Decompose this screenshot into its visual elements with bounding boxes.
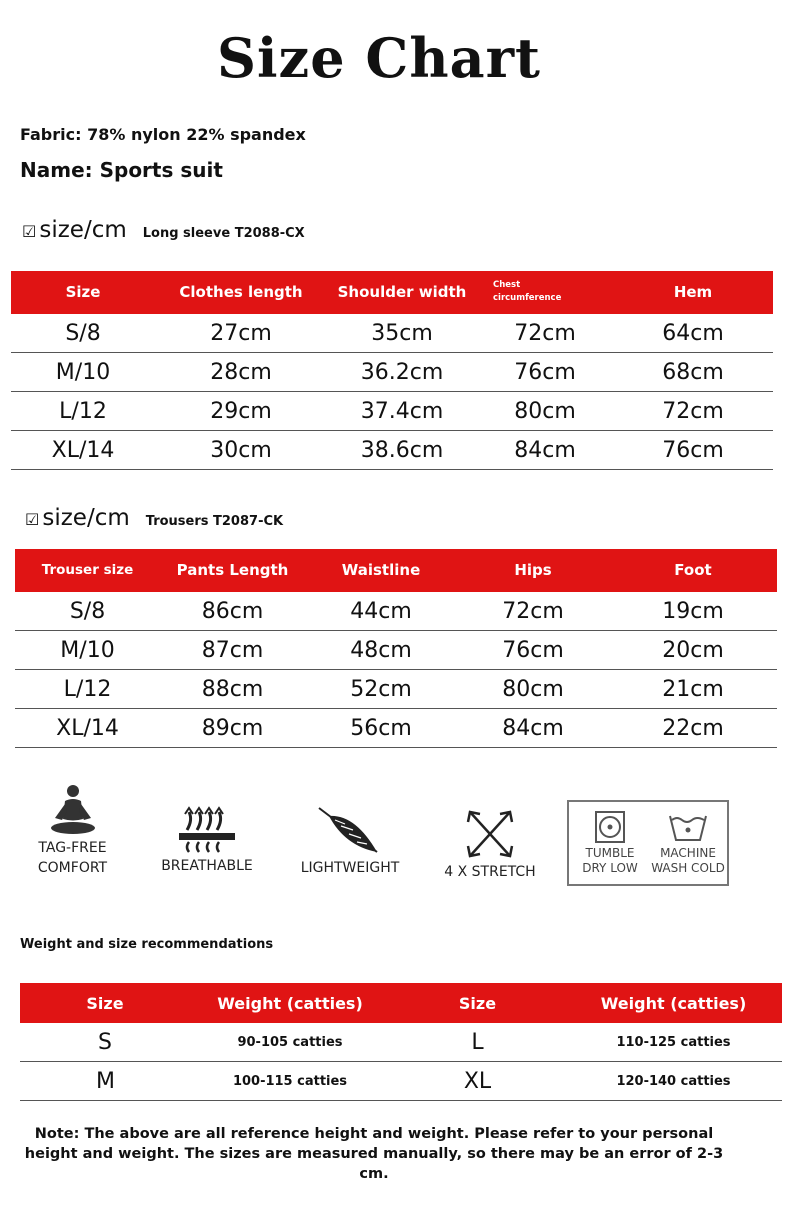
table-cell: 87cm [160,631,305,670]
tag-free-feature [20,782,125,878]
column-header: Hem [613,271,773,314]
table-row [11,314,773,353]
table-cell: S/8 [11,314,155,353]
column-header: Trouser size [15,549,160,592]
column-header: Size [390,983,565,1023]
table-cell: 64cm [613,314,773,353]
stretch-feature [430,806,550,882]
top-section-header [22,217,305,243]
table-header-row [20,983,782,1023]
table-cell: 80cm [457,670,609,709]
column-header: Waistline [305,549,457,592]
feature-label: COMFORT [37,860,108,876]
table-cell: XL/14 [15,709,160,748]
table-cell: 56cm [305,709,457,748]
column-header: Weight (catties) [190,983,390,1023]
table-cell: 84cm [457,709,609,748]
table-row [15,670,777,709]
column-header: Size [11,271,155,314]
table-cell: 76cm [457,631,609,670]
table-cell: 38.6cm [327,431,477,470]
table-cell: 72cm [477,314,613,353]
model-label: Trousers T2087-CK [145,514,284,529]
table-row [11,353,773,392]
table-cell: 36.2cm [327,353,477,392]
table-cell: 21cm [609,670,777,709]
machine-wash-icon [668,810,708,844]
column-header: Foot [609,549,777,592]
table-cell: 19cm [609,592,777,631]
trouser-section-header [25,505,283,531]
column-header: Pants Length [160,549,305,592]
table-cell: 72cm [613,392,773,431]
table-row [15,631,777,670]
breathable-icon [175,806,239,856]
table-cell: XL [390,1062,565,1101]
table-cell: L [390,1023,565,1062]
table-row [20,1023,782,1062]
table-cell: 28cm [155,353,327,392]
table-cell: 29cm [155,392,327,431]
check-icon: ☑ [25,510,40,529]
table-cell: 20cm [609,631,777,670]
fabric-info: Fabric: 78% nylon 22% spandex [20,125,306,144]
stretch-arrows-icon [460,806,520,862]
lightweight-feature [290,806,410,878]
feather-icon [315,806,385,858]
care-label: MACHINE [660,846,716,860]
care-label: WASH COLD [651,861,725,875]
table-cell: 110-125 catties [565,1023,782,1062]
table-row [15,709,777,748]
table-cell: 27cm [155,314,327,353]
model-label: Long sleeve T2088-CX [142,226,305,241]
feature-label: TAG-FREE [38,840,107,856]
table-cell: 22cm [609,709,777,748]
table-cell: S/8 [15,592,160,631]
check-icon: ☑ [22,222,37,241]
table-cell: 37.4cm [327,392,477,431]
tumble-dry-feature [571,810,649,876]
column-header: Size [20,983,190,1023]
table-cell: 88cm [160,670,305,709]
tumble-dry-icon [594,810,626,844]
feature-label: 4 X STRETCH [444,864,536,880]
page-title: Size Chart [217,26,541,90]
care-instructions [567,800,729,886]
table-cell: 52cm [305,670,457,709]
footnote: Note: The above are all reference height and weight. Please refer to your personal height and weight. The sizes are measured manually, so there may be an error of 2-3 cm. [24,1126,724,1182]
table-cell: M/10 [11,353,155,392]
table-cell: 44cm [305,592,457,631]
table-cell: L/12 [15,670,160,709]
meditation-icon [48,782,98,838]
table-row [15,592,777,631]
care-label: DRY LOW [582,861,638,875]
table-cell: 72cm [457,592,609,631]
table-cell: M/10 [15,631,160,670]
weight-table [20,983,782,1101]
top-size-table [11,271,773,470]
table-cell: S [20,1023,190,1062]
table-cell: L/12 [11,392,155,431]
table-cell: 86cm [160,592,305,631]
weight-section-title: Weight and size recommendations [20,937,274,952]
machine-wash-feature [649,810,727,876]
table-cell: M [20,1062,190,1101]
table-cell: 100-115 catties [190,1062,390,1101]
feature-label: LIGHTWEIGHT [300,860,400,876]
table-cell: 30cm [155,431,327,470]
table-row [11,431,773,470]
column-header: Clothes length [155,271,327,314]
table-cell: 68cm [613,353,773,392]
table-cell: 76cm [613,431,773,470]
table-cell: 120-140 catties [565,1062,782,1101]
table-cell: 90-105 catties [190,1023,390,1062]
unit-label: size/cm [39,217,127,243]
table-cell: 35cm [327,314,477,353]
unit-label: size/cm [42,505,130,531]
care-label: TUMBLE [585,846,635,860]
table-cell: 84cm [477,431,613,470]
table-cell: 48cm [305,631,457,670]
table-cell: 80cm [477,392,613,431]
table-header-row [11,271,773,314]
table-cell: 89cm [160,709,305,748]
table-cell: XL/14 [11,431,155,470]
column-header: Shoulder width [327,271,477,314]
table-cell: 76cm [477,353,613,392]
column-header: Weight (catties) [565,983,782,1023]
trouser-size-table [15,549,777,748]
product-name: Name: Sports suit [20,158,223,182]
column-header: Hips [457,549,609,592]
column-header: Chest circumference [477,271,613,314]
table-header-row [15,549,777,592]
feature-icons [20,780,740,890]
table-row [20,1062,782,1101]
table-row [11,392,773,431]
breathable-feature [148,806,266,876]
feature-label: BREATHABLE [161,858,253,874]
